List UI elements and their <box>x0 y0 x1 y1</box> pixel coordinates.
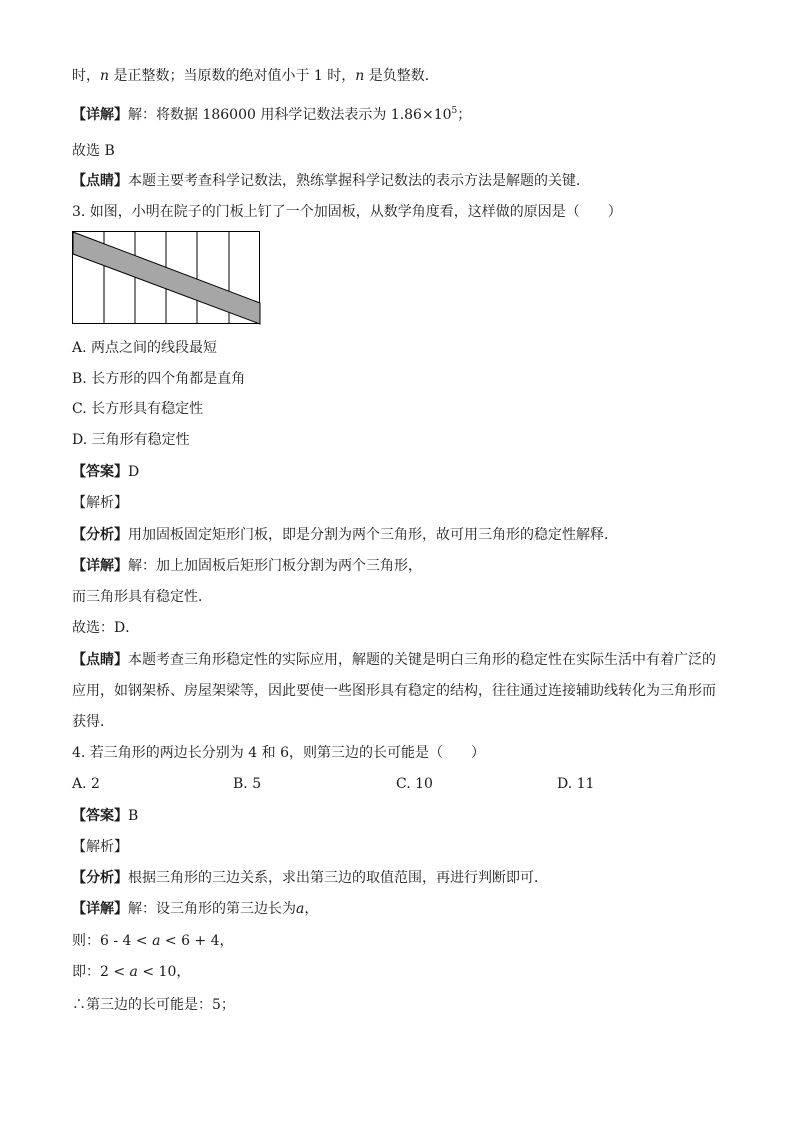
option-d: D. 11 <box>557 776 595 792</box>
analysis-heading: 【解析】 <box>72 839 128 855</box>
analysis-line: 【分析】用加固板固定矩形门板，即是分割为两个三角形，故可用三角形的稳定性解释． <box>72 527 618 543</box>
question-4: 4. 若三角形的两边长分别为 4 和 6，则第三边的长可能是（ ） <box>72 745 485 761</box>
door-brace-figure <box>72 231 261 326</box>
answer-line: 【答案】D <box>72 464 140 480</box>
text-line: 应用，如钢架桥、房屋架梁等，因此要使一些图形具有稳定的结构，往往通过连接辅助线转化为三角形而 <box>72 683 716 699</box>
option-c: C. 10 <box>396 776 433 792</box>
text-line: 故选：D． <box>72 620 140 636</box>
option-a: A. 两点之间的线段最短 <box>72 340 218 356</box>
detail-line: 【详解】解：设三角形的第三边长为a， <box>72 901 319 917</box>
text-line: 而三角形具有稳定性． <box>72 589 212 605</box>
math-line: 即：2 < a < 10， <box>72 964 191 980</box>
comment-line: 【点睛】本题考查三角形稳定性的实际应用，解题的关键是明白三角形的稳定性在实际生活中有着广泛的 <box>72 652 716 668</box>
option-b: B. 5 <box>233 776 262 792</box>
analysis-heading: 【解析】 <box>72 495 128 511</box>
detail-line: 【详解】解：加上加固板后矩形门板分割为两个三角形， <box>72 558 422 574</box>
analysis-line: 【分析】根据三角形的三边关系，求出第三边的取值范围，再进行判断即可． <box>72 870 548 886</box>
conclusion-line: ∴第三边的长可能是：5； <box>72 997 235 1013</box>
option-a: A. 2 <box>72 776 100 792</box>
math-line: 则：6 - 4 < a < 6 + 4， <box>72 933 234 949</box>
comment-line: 【点睛】本题主要考查科学记数法，熟练掌握科学记数法的表示方法是解题的关键． <box>72 173 590 189</box>
text-line: 时，n 是正整数；当原数的绝对值小于 1 时，n 是负整数． <box>72 68 439 84</box>
option-d: D. 三角形有稳定性 <box>72 432 190 448</box>
answer-line: 【答案】B <box>72 808 139 824</box>
option-b: B. 长方形的四个角都是直角 <box>72 371 246 387</box>
option-c: C. 长方形具有稳定性 <box>72 401 204 417</box>
detail-line: 【详解】解：将数据 186000 用科学记数法表示为 $1.86\times 10^5$； <box>72 106 472 123</box>
text-line: 获得． <box>72 714 114 730</box>
question-3: 3. 如图，小明在院子的门板上钉了一个加固板，从数学角度看，这样做的原因是（ ） <box>72 204 622 220</box>
text-line: 故选 B <box>72 143 115 159</box>
